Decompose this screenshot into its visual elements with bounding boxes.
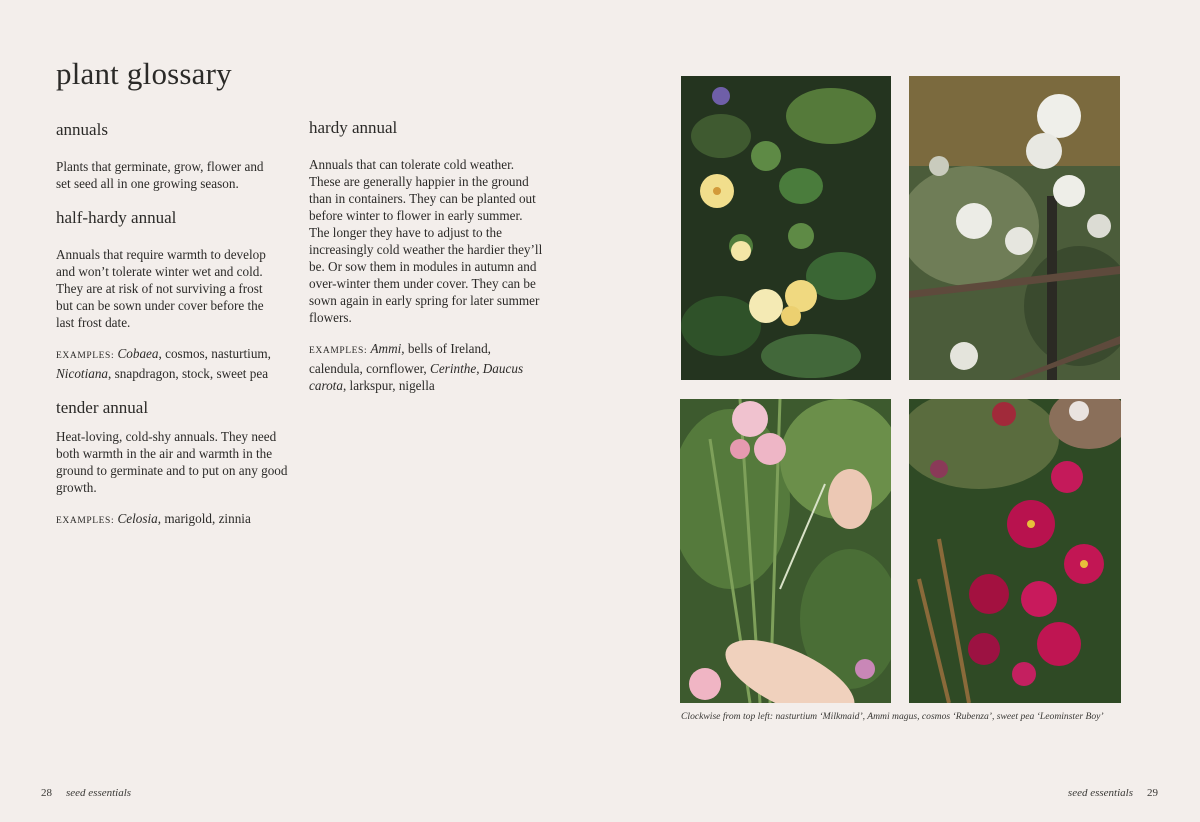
running-footer-right: seed essentials — [1067, 787, 1133, 799]
footer-left — [41, 787, 131, 799]
examples-label: EXAMPLES: — [309, 346, 368, 356]
examples-tender-annual — [56, 510, 296, 530]
examples-hardy-annual — [309, 340, 545, 394]
examples-half-hardy-annual — [56, 345, 296, 382]
definition-half-hardy-annual: Annuals that require warmth to develop and won’t tolerate winter wet and cold. They are at risk of not surviving a frost but can be sown under cover before the last frost date. — [56, 247, 266, 330]
example-text: , cosmos, nasturtium, — [158, 346, 271, 361]
definition-hardy-annual: Annuals that can tolerate cold weather. These are generally happier in the ground than in containers. They can be planted out before winter to flower in early summer. The longer they have to adjust to the increasingly cold weather the hardier they’ll be. Or sow them in modules in autumn and over-winter them under cover. They can be sown again in early spring for later summer flowers. — [309, 157, 543, 325]
term-annuals: annuals — [56, 120, 108, 139]
photo-cosmos — [909, 399, 1121, 703]
photo-sweet-pea — [680, 399, 891, 703]
example-species: Daucus carota — [309, 361, 524, 393]
examples-label: EXAMPLES: — [56, 351, 115, 361]
running-footer-left: seed essentials — [66, 787, 132, 799]
examples-label: EXAMPLES: — [56, 516, 115, 526]
footer-right — [1068, 787, 1158, 799]
page-title: plant glossary — [56, 56, 232, 91]
definition-tender-annual: Heat-loving, cold-shy annuals. They need both warmth in the air and warmth in the ground to germinate and to put on any good growth. — [56, 429, 288, 495]
example-text: , bells of Ireland, calendula, cornflower, — [309, 341, 491, 376]
definition-annuals: Plants that germinate, grow, flower and set seed all in one growing season. — [56, 159, 264, 191]
term-half-hardy-annual: half-hardy annual — [56, 208, 177, 227]
photo-caption: Clockwise from top left: nasturtium ‘Milkmaid’, Ammi magus, cosmos ‘Rubenza’, sweet pea ‘Leominster Boy’ — [681, 711, 1104, 722]
page-number-right: 29 — [1147, 787, 1158, 799]
example-species: Nicotiana — [56, 366, 109, 381]
page-number-left: 28 — [41, 787, 52, 799]
example-text: , marigold, zinnia — [157, 511, 251, 526]
glossary-column-right — [309, 118, 545, 394]
example-species: Cobaea — [117, 346, 159, 361]
example-species: Celosia — [117, 511, 158, 526]
example-text: , larkspur, nigella — [342, 378, 435, 393]
term-hardy-annual: hardy annual — [309, 118, 398, 137]
glossary-column-left — [56, 120, 296, 530]
term-tender-annual: tender annual — [56, 398, 149, 417]
photo-nasturtium — [681, 76, 891, 380]
photo-ammi-magus — [909, 76, 1120, 380]
example-species: Ammi — [370, 341, 402, 356]
example-species: Cerinthe — [430, 361, 477, 376]
example-text: , — [476, 361, 483, 376]
example-text: , snapdragon, stock, sweet pea — [108, 366, 269, 381]
